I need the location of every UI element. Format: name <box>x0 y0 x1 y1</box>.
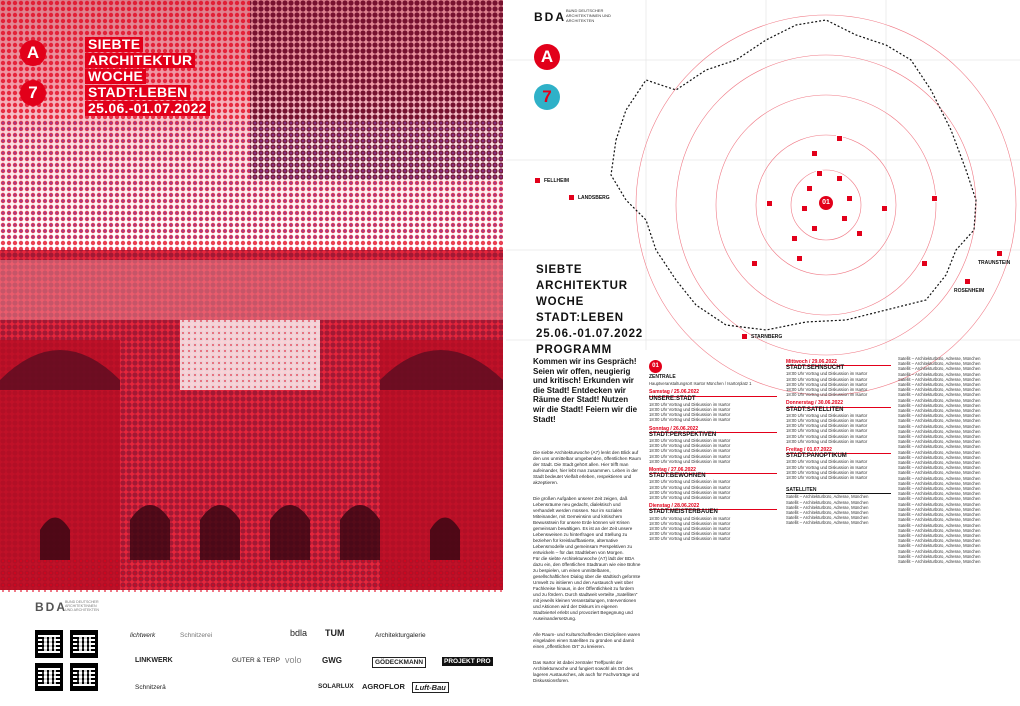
traunstein-marker[interactable] <box>996 250 1003 257</box>
event-line: 18:00 Uhr Vortrag und Diskussion im Isartor <box>786 433 868 439</box>
satellite-line: Satellit – Architekturbüro, Adresse, München <box>898 397 981 403</box>
satellite-line: Satellit – Architekturbüro, Adresse, München <box>898 434 981 440</box>
sponsor-11: PROJEKT PRO <box>444 658 491 665</box>
event-line: 18:00 Uhr Vortrag und Diskussion im Isartor <box>649 407 731 413</box>
satellite-line: Satellit – Architekturbüro, Adresse, München <box>898 558 981 564</box>
event-line: 18:00 Uhr Vortrag und Diskussion im Isartor <box>649 453 731 459</box>
poster-qr-code-1[interactable] <box>35 630 63 658</box>
sponsor-10: GÖDECKMANN <box>372 657 426 668</box>
event-line: 18:00 Uhr Vortrag und Diskussion im Isartor <box>786 475 868 481</box>
satellite-line: Satellit – Architekturbüro, Adresse, München <box>898 543 981 549</box>
poster-line-1: SIEBTE <box>85 37 143 52</box>
schedule-column-1 <box>649 360 777 705</box>
event-line: 18:00 Uhr Vortrag und Diskussion im Isartor <box>649 489 731 495</box>
map-marker[interactable] <box>816 170 823 177</box>
event-line: 18:00 Uhr Vortrag und Diskussion im Isartor <box>786 381 868 387</box>
map-center-marker[interactable]: 01 <box>819 196 833 210</box>
map-marker[interactable] <box>931 195 938 202</box>
programme-title-3: WOCHE <box>536 296 585 308</box>
poster-bda-logo: BDA <box>35 600 67 614</box>
day-date: Freitag / 01.07.2022 <box>786 448 891 454</box>
zentrale-badge: 01 <box>649 360 662 373</box>
satellite-line: Satellit – Architekturbüro, Adresse, München <box>898 501 981 507</box>
programme-title-1: SIEBTE <box>536 264 583 276</box>
programme-statement: Kommen wir ins Gespräch! Seien wir offen, neugierig und kritisch! Erkunden wir die Stadt! Entdecken wir Räume der Stadt! Nutzen wir die Stadt! Feiern wir die Stadt! <box>533 357 638 424</box>
event-line: 18:00 Uhr Vortrag und Diskussion im Isartor <box>786 438 868 444</box>
sponsor-14: AGROFLOR <box>362 682 405 691</box>
event-line: 18:00 Uhr Vortrag und Diskussion im Isartor <box>649 438 731 444</box>
place-landsberg: LANDSBERG <box>578 195 610 201</box>
sponsor-2: bdla <box>290 628 308 638</box>
satellite-line: Satellit – Architekturbüro, Adresse, München <box>898 548 981 554</box>
satellites-column <box>898 356 1016 706</box>
programme-badge-7: 7 <box>534 84 560 110</box>
sponsor-4: Schnitzerei <box>180 632 213 639</box>
sponsor-6: LINKWERK <box>135 657 173 664</box>
poster-badge-a: A <box>20 40 46 66</box>
sponsor-9: GWG <box>322 656 342 665</box>
satellite-line: Satellit – Architekturbüro, Adresse, München <box>898 486 981 492</box>
schedule-column-2 <box>786 356 891 706</box>
poster-qr-code-2[interactable] <box>70 630 98 658</box>
day-title: STADT:PANOPTIKUM <box>786 453 847 460</box>
poster-panel <box>0 0 503 706</box>
satellite-line: Satellit – Architekturbüro, Adresse, München <box>898 444 981 450</box>
poster-line-3: WOCHE <box>85 69 146 84</box>
day-title: STADT:MEISTERBAUEN <box>649 509 718 516</box>
sponsor-13: SOLARLUX <box>318 683 354 690</box>
programme-body-1: Die siebte Architekturwoche (A7) lenkt den Blick auf den uns unmittelbar umgebenden, öffentlichen Raum der Stadt. Die Stadt gehört allen. Hier trifft man aufeinander, hier lebt man zusammen. Leben in der Stadt bedeutet Vielfalt erleben, respektieren und akzeptieren. <box>533 450 641 485</box>
satellite-line: Satellit – Architekturbüro, Adresse, München <box>898 517 981 523</box>
programme-title-6: PROGRAMM <box>536 344 613 356</box>
map-marker[interactable] <box>921 260 928 267</box>
satellite-line: Satellit – Architekturbüro, Adresse, München <box>898 423 981 429</box>
event-line: 18:00 Uhr Vortrag und Diskussion im Isartor <box>649 401 731 407</box>
event-line: 18:00 Uhr Vortrag und Diskussion im Isartor <box>649 484 731 490</box>
place-starnberg: STARNBERG <box>751 334 783 340</box>
poster-bda-sub: BUND DEUTSCHER ARCHITEKTINNEN UND ARCHITEKTEN <box>65 600 99 612</box>
map-marker[interactable] <box>811 150 818 157</box>
satellite-line: Satellit – Architekturbüro, Adresse, München <box>786 515 869 521</box>
day-title: UNSERE:STADT <box>649 395 696 402</box>
day-title: STADT:SATELLITEN <box>786 406 844 413</box>
fellheim-marker[interactable] <box>534 177 541 184</box>
event-line: 18:00 Uhr Vortrag und Diskussion im Isartor <box>649 526 731 532</box>
programme-body-3: Für die siebte Architekturwoche (A7) lädt der BDA dazu ein, den öffentlichen Stadtraum wie eine Bühne zu bespielen, um einen unmittelbaren, gesellschaftlichen Dialog über die städtisch geformte Umwelt zu initiieren und den Austausch weit über Fachkreise hinaus, in der Öffentlichkeit zu fordern und zu fördern. Durch stadtweit verteilte „Satelliten“ mit jeweils kleinen Veranstaltungen, Interventionen und Aktionen wird der Diskurs im eigenen Stadtviertel erlebt und provoziert Begegnung und Auseinandersetzung. <box>533 556 641 621</box>
day-title: STADT:PERSPEKTIVEN <box>649 431 717 438</box>
satellite-line: Satellit – Architekturbüro, Adresse, München <box>898 439 981 445</box>
poster-line-5: 25.06.-01.07.2022 <box>85 101 210 116</box>
day-title: STADT:BEWOHNEN <box>649 473 706 480</box>
satellite-line: Satellit – Architekturbüro, Adresse, München <box>898 392 981 398</box>
event-line: 18:00 Uhr Vortrag und Diskussion im Isartor <box>786 418 868 424</box>
zentrale-label: ZENTRALE <box>649 374 676 380</box>
event-line: 18:00 Uhr Vortrag und Diskussion im Isartor <box>649 417 731 423</box>
map-marker[interactable] <box>811 225 818 232</box>
day-date: Dienstag / 28.06.2022 <box>649 504 777 510</box>
satellite-line: Satellit – Architekturbüro, Adresse, München <box>898 382 981 388</box>
poster-line-2: ARCHITEKTUR <box>85 53 195 68</box>
satellite-line: Satellit – Architekturbüro, Adresse, München <box>898 402 981 408</box>
programme-title-2: ARCHITEKTUR <box>536 280 628 292</box>
satellite-line: Satellit – Architekturbüro, Adresse, München <box>786 510 869 516</box>
satellite-line: Satellit – Architekturbüro, Adresse, München <box>898 408 981 414</box>
programme-panel <box>506 0 1020 706</box>
satellite-line: Satellit – Architekturbüro, Adresse, München <box>898 454 981 460</box>
satellite-line: Satellit – Architekturbüro, Adresse, München <box>786 520 869 526</box>
satellite-line: Satellit – Architekturbüro, Adresse, München <box>898 465 981 471</box>
event-line: 18:00 Uhr Vortrag und Diskussion im Isartor <box>786 412 868 418</box>
poster-qr-code-3[interactable] <box>35 663 63 691</box>
satellite-line: Satellit – Architekturbüro, Adresse, München <box>898 371 981 377</box>
map-marker[interactable] <box>846 195 853 202</box>
map-marker[interactable] <box>856 230 863 237</box>
map-marker[interactable] <box>796 255 803 262</box>
event-line: 18:00 Uhr Vortrag und Diskussion im Isartor <box>649 536 731 542</box>
poster-line-4: STADT:LEBEN <box>85 85 190 100</box>
satellite-line: Satellit – Architekturbüro, Adresse, München <box>898 527 981 533</box>
satellite-line: Satellit – Architekturbüro, Adresse, München <box>898 387 981 393</box>
event-line: 18:00 Uhr Vortrag und Diskussion im Isartor <box>786 469 868 475</box>
sponsor-12: Schnitzerä <box>135 684 166 691</box>
satellite-line: Satellit – Architekturbüro, Adresse, München <box>898 418 981 424</box>
programme-title-5: 25.06.-01.07.2022 <box>536 328 643 340</box>
event-line: 18:00 Uhr Vortrag und Diskussion im Isartor <box>786 464 868 470</box>
satellite-line: Satellit – Architekturbüro, Adresse, München <box>898 470 981 476</box>
satellite-line: Satellit – Architekturbüro, Adresse, München <box>898 496 981 502</box>
poster-qr-code-4[interactable] <box>70 663 98 691</box>
satellite-line: Satellit – Architekturbüro, Adresse, München <box>898 460 981 466</box>
programme-body-2: Die großen Aufgaben unserer Zeit zeigen, daß Lebensräume neu gedacht, dialektisch und verhandelt werden müssen. Nur im sozialen Miteinander, mit Gemeinsinn und kritischem Bewusstsein für unsere Erde können wir Krisen gemeinsam bewältigen. Es ist an der Zeit unsere Lebensweisen zu hinterfragen und Stellung zu beziehen für kreislauffbasierte, alternative Lebensmodelle und gemeinsam Perspektiven zu entwickeln – für das Stadtleben von Morgen. <box>533 496 633 555</box>
sponsor-8: volo <box>285 655 302 665</box>
map-marker[interactable] <box>751 260 758 267</box>
programme-bda-logo: BDA <box>534 10 566 24</box>
event-line: 18:00 Uhr Vortrag und Diskussion im Isartor <box>649 515 731 521</box>
satellite-line: Satellit – Architekturbüro, Adresse, München <box>898 376 981 382</box>
event-line: 18:00 Uhr Vortrag und Diskussion im Isartor <box>786 459 868 465</box>
satellite-line: Satellit – Architekturbüro, Adresse, München <box>898 366 981 372</box>
satellite-line: Satellit – Architekturbüro, Adresse, München <box>898 449 981 455</box>
map-marker[interactable] <box>791 235 798 242</box>
map-marker[interactable] <box>806 185 813 192</box>
satellite-line: Satellit – Architekturbüro, Adresse, München <box>786 504 869 510</box>
satellite-line: Satellit – Architekturbüro, Adresse, München <box>898 413 981 419</box>
poster-badge-7: 7 <box>20 80 46 106</box>
programme-bda-sub: BUND DEUTSCHER ARCHITEKTINNEN UND ARCHITEKTEN <box>566 8 611 23</box>
map-marker[interactable] <box>801 205 808 212</box>
satellite-line: Satellit – Architekturbüro, Adresse, München <box>898 480 981 486</box>
event-line: 18:00 Uhr Vortrag und Diskussion im Isartor <box>786 371 868 377</box>
event-line: 18:00 Uhr Vortrag und Diskussion im Isartor <box>786 376 868 382</box>
sponsor-3: TUM <box>325 628 345 638</box>
map-marker[interactable] <box>836 175 843 182</box>
sponsor-7: GUTER & TERP <box>232 657 280 664</box>
place-traunstein: TRAUNSTEIN <box>978 260 1011 266</box>
satellite-line: Satellit – Architekturbüro, Adresse, München <box>898 512 981 518</box>
event-line: 18:00 Uhr Vortrag und Diskussion im Isartor <box>649 531 731 537</box>
event-line: 18:00 Uhr Vortrag und Diskussion im Isartor <box>786 423 868 429</box>
programme-body-4: Alle Raum- und Kulturschaffenden Disziplinen waren eingeladen einen Satelliten zu gründen und damit einen „öffentlichen Ort“ zu kreieren. <box>533 632 641 649</box>
event-line: 18:00 Uhr Vortrag und Diskussion im Isartor <box>649 479 731 485</box>
place-rosenheim: ROSENHEIM <box>954 288 985 294</box>
event-line: 18:00 Uhr Vortrag und Diskussion im Isartor <box>649 458 731 464</box>
event-line: 18:00 Uhr Vortrag und Diskussion im Isartor <box>786 428 868 434</box>
satellite-line: Satellit – Architekturbüro, Adresse, München <box>898 522 981 528</box>
rosenheim-marker[interactable] <box>964 278 971 285</box>
event-line: 18:00 Uhr Vortrag und Diskussion im Isartor <box>786 387 868 393</box>
map-marker[interactable] <box>766 200 773 207</box>
sponsor-15: Luft-Bau <box>412 682 449 693</box>
satellite-line: Satellit – Architekturbüro, Adresse, München <box>898 356 981 361</box>
event-line: 18:00 Uhr Vortrag und Diskussion im Isartor <box>786 392 868 398</box>
sponsor-1: lichtwerk <box>130 632 156 639</box>
satellite-line: Satellit – Architekturbüro, Adresse, München <box>786 494 869 500</box>
event-line: 18:00 Uhr Vortrag und Diskussion im Isartor <box>649 495 731 501</box>
programme-body-5: Das Isartor ist dabei zentraler Treffpunkt der Architekturwoche und fungiert sowohl als Ort des lageren Austausches, als auch für Fachvorträge und Diskussionsforen. <box>533 660 640 683</box>
programme-title-4: STADT:LEBEN <box>536 312 624 324</box>
programme-badge-a: A <box>534 44 560 70</box>
satellite-line: Satellit – Architekturbüro, Adresse, München <box>898 475 981 481</box>
map-marker[interactable] <box>881 205 888 212</box>
landsberg-marker[interactable] <box>568 194 575 201</box>
satellite-line: Satellit – Architekturbüro, Adresse, München <box>898 428 981 434</box>
satellite-line: Satellit – Architekturbüro, Adresse, München <box>898 361 981 367</box>
event-line: 18:00 Uhr Vortrag und Diskussion im Isartor <box>649 443 731 449</box>
zentrale-address: Hauptveranstaltungsort Isartor München / Isartorplatz 1 <box>649 381 752 387</box>
day-date: Samstag / 25.06.2022 <box>649 390 777 396</box>
starnberg-marker[interactable] <box>741 333 748 340</box>
day-date: Montag / 27.06.2022 <box>649 468 777 474</box>
satellite-line: Satellit – Architekturbüro, Adresse, München <box>898 491 981 497</box>
sponsor-5: Architekturgalerie <box>375 632 426 639</box>
satellite-line: Satellit – Architekturbüro, Adresse, München <box>898 538 981 544</box>
satellite-line: Satellit – Architekturbüro, Adresse, München <box>898 532 981 538</box>
day-date: Mittwoch / 29.06.2022 <box>786 360 891 366</box>
event-line: 18:00 Uhr Vortrag und Diskussion im Isartor <box>649 448 731 454</box>
satellite-line: Satellit – Architekturbüro, Adresse, München <box>786 499 869 505</box>
day-date: Sonntag / 26.06.2022 <box>649 427 777 433</box>
day-title: STADT:SEHNSUCHT <box>786 365 845 372</box>
map-marker[interactable] <box>836 135 843 142</box>
event-line: 18:00 Uhr Vortrag und Diskussion im Isartor <box>649 412 731 418</box>
place-fellheim: FELLHEIM <box>544 178 569 184</box>
satellite-line: Satellit – Architekturbüro, Adresse, München <box>898 506 981 512</box>
satelliten-heading: SATELLITEN <box>786 488 891 494</box>
day-date: Donnerstag / 30.06.2022 <box>786 401 891 407</box>
map-marker[interactable] <box>841 215 848 222</box>
event-line: 18:00 Uhr Vortrag und Diskussion im Isartor <box>649 520 731 526</box>
satellite-line: Satellit – Architekturbüro, Adresse, München <box>898 553 981 559</box>
